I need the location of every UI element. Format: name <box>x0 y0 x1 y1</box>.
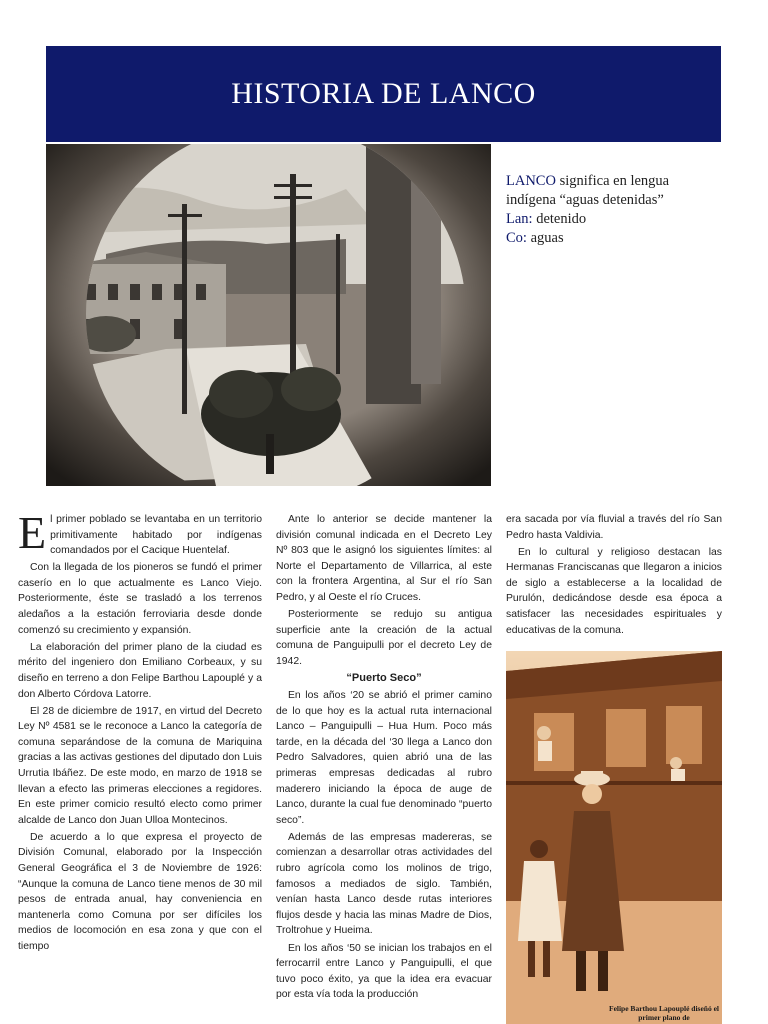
paragraph: Además de las empresas madereras, se comienzan a desarrollar otras actividades del rubro agrícola como los molinos de trigo, famosos a mediados de siglo. También, venían hasta Lanco desde rutas interiores flujos desde y hacia las minas Madre de Dios, Troltrohue y Hueima. <box>276 831 492 937</box>
paragraph: El 28 de diciembre de 1917, en virtud del Decreto Ley Nº 4581 se le reconoce a Lanco la categoría de comuna separándose de la comuna de Mariquina gracias a las activas gestiones del diputado don Luis Urrutia Ibáñez. De este modo, en marzo de 1918 se llevan a efecto las primeras elecciones a regidores. En este primer comicio resultó electo como primer alcalde de Lanco don Juan Ulloa Montecinos. <box>18 705 262 826</box>
etymology-co-meaning: aguas <box>526 230 564 246</box>
paragraph: era sacada por vía fluvial a través del río San Pedro hasta Valdivia. <box>506 514 722 541</box>
paragraph: Ante lo anterior se decide mantener la división comunal indicada en el Decreto Ley Nº 803 que le asignó los siguientes límites: al Norte el Departamento de Villarrica, al este con la frontera Argentina, al Sur el río San Pedro, y al Oeste el río Cruces. <box>276 514 492 603</box>
etymology-word-lan: Lan: <box>506 211 533 227</box>
article-column-1 <box>18 507 262 956</box>
paragraph: Con la llegada de los pioneros se fundó el primer caserío en lo que actualmente es Lanco Viejo. Posteriormente, éste se trasladó a los terrenos aledaños a la estación ferroviaria desde donde comenzó su crecimiento y expansión. <box>18 562 262 636</box>
paragraph: La elaboración del primer plano de la ciudad es mérito del ingeniero don Emiliano Corbeaux, y su diseño en terreno a don Felipe Barthou Lapouplé y a don Alberto Córdova Latorre. <box>18 641 262 700</box>
paragraph: En los años ‘20 se abrió el primer camino de lo que hoy es la actual ruta internacional Lanco – Panguipulli – Hua Hum. Poco más tarde, en la década del ‘30 llega a Lanco don Pedro Salvadores, quien abrió una de las primeras empresas dedicadas al rubro maderero iniciando la época de auge de Lanco, durante la cual fue denominado “puerto seco”. <box>276 690 492 826</box>
paragraph <box>18 507 262 559</box>
street-photo <box>46 144 491 486</box>
drop-cap: E <box>18 507 47 558</box>
etymology-meaning: significa en lengua indígena “aguas detenidas” <box>506 173 670 208</box>
title-banner <box>46 46 721 142</box>
etymology-box <box>506 172 721 248</box>
etymology-word-lanco: LANCO <box>506 173 556 189</box>
etymology-line-2 <box>506 210 721 229</box>
paragraph: En lo cultural y religioso destacan las Hermanas Franciscanas que llegaron a inicios de siglo a establecerse a la localidad de Purulón, dedicándose desde esa época a satisfacer las necesidades espirituales y educativas de la comuna. <box>506 546 722 636</box>
paragraph: De acuerdo a lo que expresa el proyecto de División Comunal, elaborado por la Inspección General Geográfica el 3 de Noviembre de 1926: “Aunque la comuna de Lanco tiene menos de 30 mil pesos de entrada anual, hay conveniencia en mantenerla como Comuna por ser difíciles los medios de locomoción en esa zona y que con el tiempo <box>18 831 262 953</box>
paragraph-text: l primer poblado se levantaba en un territorio primitivamente habitado por indígenas comandados por el Cacique Huentelaf. <box>50 514 262 557</box>
paragraph: En los años ‘50 se inician los trabajos en el ferrocarril entre Lanco y Panguipulli, el que tuvo poco éxito, ya que la idea era evacuar por esta vía toda la producción <box>276 942 492 1001</box>
page-title: HISTORIA DE LANCO <box>231 77 536 110</box>
etymology-word-co: Co: <box>506 230 527 246</box>
etymology-line-3 <box>506 229 721 248</box>
article-column-2 <box>276 512 492 1004</box>
train-photo <box>506 651 722 1024</box>
paragraph: Posteriormente se redujo su antigua superficie ante la creación de la actual comuna de Panguipulli por el decreto Ley de 1942. <box>276 609 492 667</box>
etymology-line-1 <box>506 172 721 210</box>
section-subheading: “Puerto Seco” <box>346 671 422 684</box>
etymology-lan-meaning: detenido <box>532 211 587 227</box>
photo-caption: Felipe Barthou Lapouplé diseñó el primer plano de <box>608 1004 719 1022</box>
article-column-3 <box>506 512 722 640</box>
